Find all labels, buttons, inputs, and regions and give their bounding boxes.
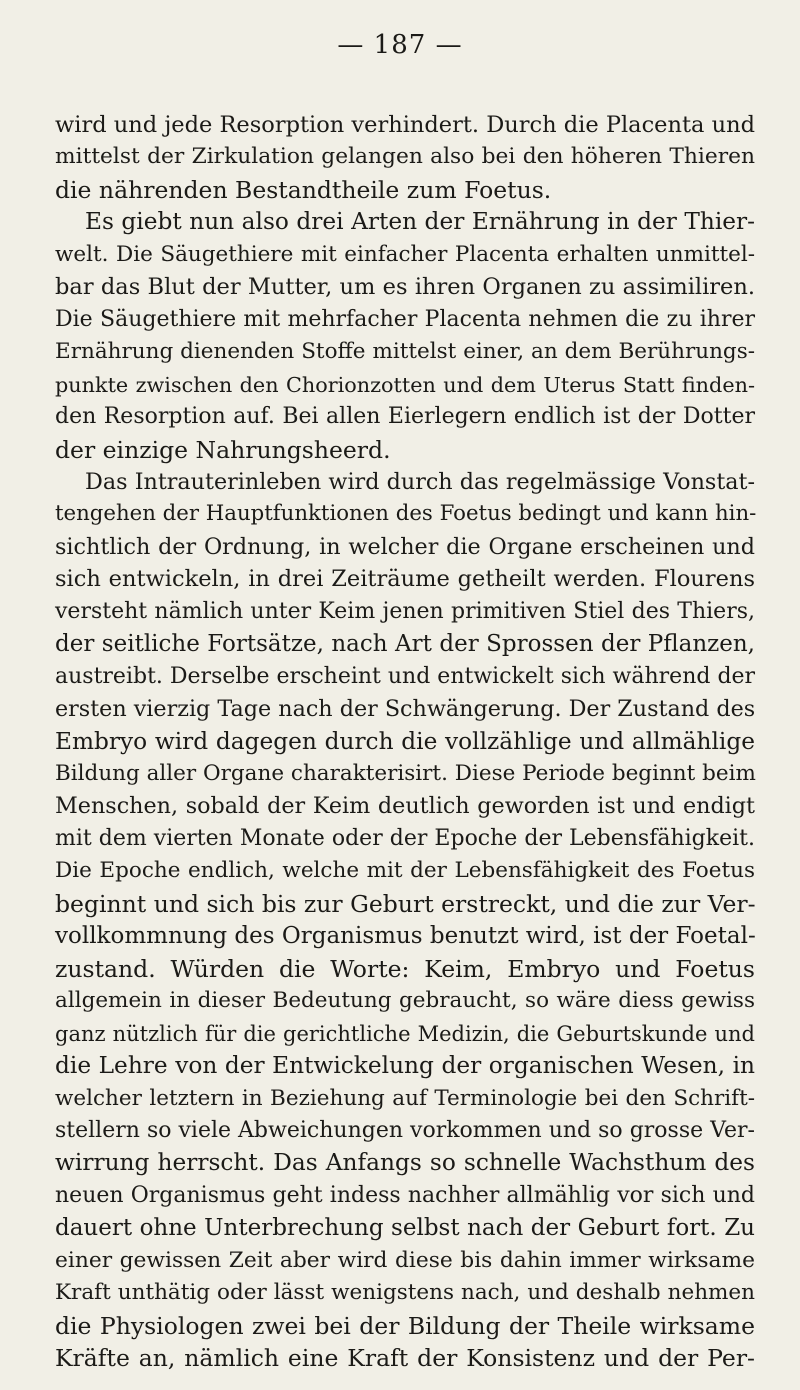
text-line: Es giebt nun also drei Arten der Ernährung in der Thier-	[85, 208, 755, 236]
text-line: stellern so viele Abweichungen vorkommen und so grosse Ver-	[55, 1117, 755, 1143]
text-line: Menschen, sobald der Keim deutlich geworden ist und endigt	[55, 793, 755, 820]
text-line: ganz nützlich für die gerichtliche Medizin, die Geburtskunde und	[55, 1021, 755, 1046]
text-line: welcher letztern in Beziehung auf Terminologie bei den Schrift-	[55, 1085, 755, 1111]
page-number-header: — 187 —	[337, 30, 463, 60]
text-line: mit dem vierten Monate oder der Epoche der Lebensfähigkeit.	[55, 825, 755, 851]
text-line: allgemein in dieser Bedeutung gebraucht, so wäre diess gewiss	[55, 988, 755, 1014]
text-line: neuen Organismus geht indess nachher allmählig vor sich und	[55, 1182, 755, 1208]
text-line: die Lehre von der Entwickelung der organischen Wesen, in	[55, 1052, 755, 1080]
text-line: Die Epoche endlich, welche mit der Lebensfähigkeit des Foetus	[55, 858, 755, 884]
text-line: austreibt. Derselbe erscheint und entwickelt sich während der	[55, 663, 756, 689]
text-line: Kräfte an, nämlich eine Kraft der Konsistenz und der Per-	[55, 1344, 755, 1373]
text-line: Bildung aller Organe charakterisirt. Diese Periode beginnt beim	[55, 761, 756, 786]
text-line: Die Säugethiere mit mehrfacher Placenta nehmen die zu ihrer	[55, 306, 755, 332]
text-line: die Physiologen zwei bei der Bildung der Theile wirksame	[55, 1311, 755, 1340]
text-line: sich entwickeln, in drei Zeiträume getheilt werden. Flourens	[55, 566, 755, 593]
text-line: sichtlich der Ordnung, in welcher die Organe erscheinen und	[55, 533, 755, 560]
text-line: welt. Die Säugethiere mit einfacher Placenta erhalten unmittel-	[55, 241, 755, 267]
text-line: wird und jede Resorption verhindert. Durch die Placenta und	[55, 112, 755, 138]
text-line: Embryo wird dagegen durch die vollzählige und allmählige	[55, 727, 755, 755]
text-line: versteht nämlich unter Keim jenen primitiven Stiel des Thiers,	[55, 598, 755, 624]
text-line: Ernährung dienenden Stoffe mittelst einer, an dem Berührungs-	[55, 339, 755, 365]
text-line: der einzige Nahrungsheerd.	[55, 435, 391, 464]
text-line: ersten vierzig Tage nach der Schwängerung. Der Zustand des	[55, 696, 756, 723]
text-line: vollkommnung des Organismus benutzt wird, ist der Foetal-	[55, 923, 756, 950]
text-line: Kraft unthätig oder lässt wenigstens nach, und deshalb nehmen	[55, 1280, 755, 1306]
text-line: die nährenden Bestandtheile zum Foetus.	[55, 175, 552, 204]
text-line: zustand. Würden die Worte: Keim, Embryo und Foetus	[55, 954, 755, 983]
text-line: mittelst der Zirkulation gelangen also bei den höheren Thieren	[55, 144, 755, 170]
text-line: bar das Blut der Mutter, um es ihren Organen zu assimiliren.	[55, 274, 755, 301]
text-line: wirrung herrscht. Das Anfangs so schnelle Wachsthum des	[55, 1149, 755, 1177]
text-line: tengehen der Hauptfunktionen des Foetus bedingt und kann hin-	[55, 501, 757, 527]
text-line: der seitliche Fortsätze, nach Art der Sprossen der Pflanzen,	[55, 631, 755, 658]
text-line: beginnt und sich bis zur Geburt erstreckt, und die zur Ver-	[55, 889, 756, 918]
text-line: dauert ohne Unterbrechung selbst nach der Geburt fort. Zu	[55, 1215, 755, 1242]
text-line: einer gewissen Zeit aber wird diese bis dahin immer wirksame	[55, 1247, 755, 1273]
text-line: punkte zwischen den Chorionzotten und dem Uterus Statt finden-	[55, 372, 755, 397]
text-line: Das Intrauterinleben wird durch das regelmässige Vonstat-	[85, 468, 755, 495]
text-line: den Resorption auf. Bei allen Eierlegern endlich ist der Dotter	[55, 404, 755, 430]
